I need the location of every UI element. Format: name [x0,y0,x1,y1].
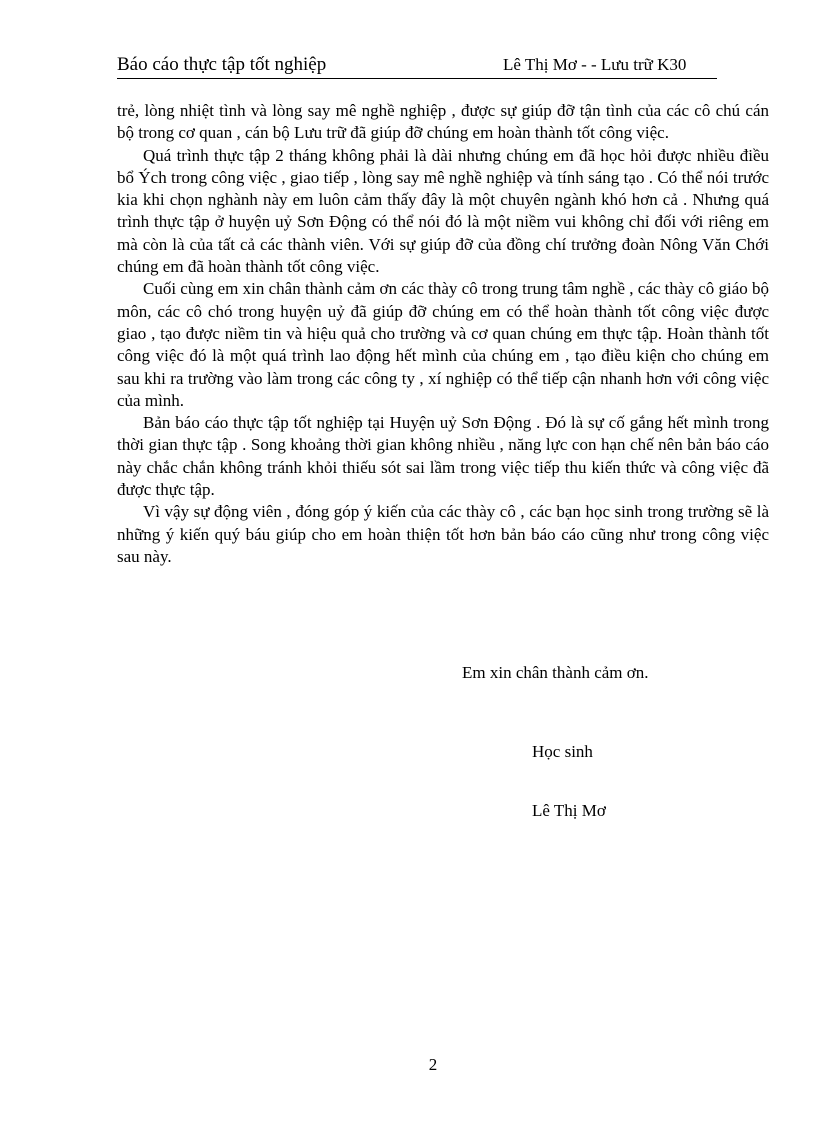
paragraph-feedback-request: Vì vậy sự động viên , đóng góp ý kiến của các thày cô , các bạn học sinh trong trường sẽ là những ý kiến quý báu giúp cho em hoàn thiện tốt hơn bản báo cáo cũng như trong công việc sau này. [117,502,769,566]
paragraph-report-summary: Bản báo cáo thực tập tốt nghiệp tại Huyện uỷ Sơn Động . Đó là sự cố gắng hết mình trong thời gian thực tập . Song khoảng thời gian không nhiều , năng lực con hạn chế nên bản báo cáo này chắc chắn không tránh khỏi thiếu sót sai lầm trong việc tiếp thu kiến thức và công việc đã được thực tập. [117,413,769,500]
signature-role: Học sinh [532,742,593,761]
page-number: 2 [428,1055,438,1074]
paragraph-internship-experience: Quá trình thực tập 2 tháng không phải là dài nhưng chúng em đã học hỏi được nhiều điều bổ Ých trong công việc , giao tiếp , lòng say mê nghề nghiệp và tính sáng tạo . Có thể nói trước kia khi chọn nghành này em luôn cảm thấy đây là một chuyên ngành khó hơn cả . Nhưng quá trình thực tập ở huyện uỷ Sơn Động có thể nói đó là một niềm vui không chỉ đối với riêng em mà còn là của tất cả các thành viên. Với sự giúp đỡ của đồng chí trưởng đoàn Nông Văn Chới chúng em đã hoàn thành tốt công việc. [117,145,769,277]
signature-name: Lê Thị Mơ [532,801,606,820]
paragraph-continued: trẻ, lòng nhiệt tình và lòng say mê nghề nghiệp , được sự giúp đỡ tận tình của các cô chú cán bộ trong cơ quan , cán bộ Lưu trữ đã giúp đỡ chúng em hoàn thành tốt công việc. [117,101,769,143]
report-body [117,100,769,568]
closing-thanks: Em xin chân thành cảm ơn. [462,663,649,682]
header-author: Lê Thị Mơ - - Lưu trữ K30 [503,55,687,74]
page-header [117,50,717,79]
paragraph-thanks: Cuối cùng em xin chân thành cảm ơn các thày cô trong trung tâm nghề , các thày cô giáo bộ môn, các cô chó trong huyện uỷ đã giúp đỡ chúng em có thể hoàn thành tốt công việc được giao , tạo được niềm tin và hiệu quả cho trường và cơ quan chúng em thực tập. Hoàn thành tốt công việc đó là một quá trình lao động hết mình của chúng em , tạo điều kiện cho chúng em sau khi ra trường vào làm trong các công ty , xí nghiệp có thể tiếp cận nhanh hơn với công việc của mình. [117,279,769,410]
header-report-title: Báo cáo thực tập tốt nghiệp [117,54,327,75]
